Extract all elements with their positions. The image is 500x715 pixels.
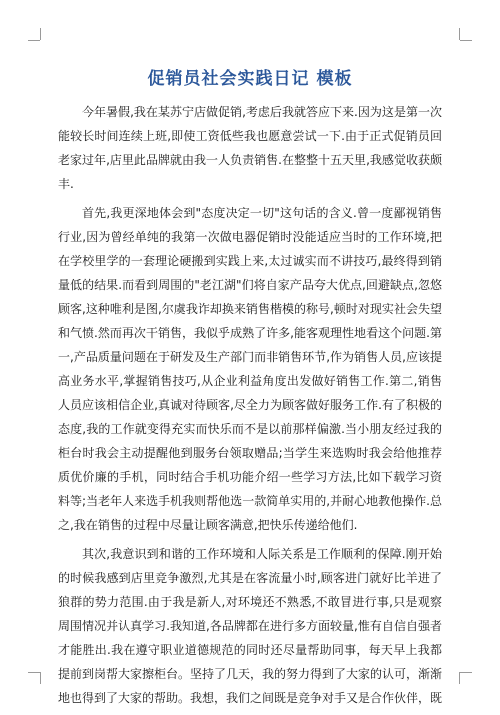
crop-mark-top-left-v [40, 28, 41, 40]
paragraph-attitude: 首先,我更深地体会到"态度决定一切"这句话的含义.曾一度鄙视销售行业,因为曾经单纯的我第一次做电器促销时没能适应当时的工作环境,把在学校里学的一套理论硬搬到实践上来,太过诚实而不讲技巧,最终得到销量低的结果.而看到周围的"老江湖"们将自家产品夸大优点,回避缺点,忽悠顾客,这种唯利是图,尔虞我诈却换来销售楷模的称号,顿时对现实社会失望和气愤.然而再次干销售，我似乎成熟了许多,能客观理性地看这个问题.第一,产品质量问题在于研发及生产部门而非销售环节,作为销售人员,应该提高业务水平,掌握销售技巧,从企业利益角度出发做好销售工作.第二,销售人员应该相信企业,真诚对待顾客,尽全力为顾客做好服务工作.有了积极的态度,我的工作就变得充实而快乐而不是以前那样偏激.当小朋友经过我的柜台时我会主动提醒他到服务台领取赠品;当学生来选购时我会给他推荐质优价廉的手机，同时结合手机功能介绍一些学习方法,比如下载学习资料等;当老年人来选手机我则帮他选一款简单实用的,并耐心地教他操作.总之,我在销售的过程中尽量让顾客满意,把快乐传递给他们. [58, 206, 442, 532]
crop-mark-top-left-h [28, 40, 40, 41]
crop-mark-bottom-right-h [460, 672, 472, 673]
crop-mark-bottom-right-v [459, 672, 460, 684]
paragraph-intro: 今年暑假,我在某苏宁店做促销,考虑后我就答应下来.因为这是第一次能较长时间连续上班,即使工资低些我也愿意尝试一下.由于正式促销员回老家过年,店里此品牌就由我一人负责销售.在整整十五天里,我感觉收获颇丰. [58, 105, 442, 191]
crop-mark-bottom-left-h [28, 672, 40, 673]
document-body [58, 100, 442, 715]
document-title: 促销员社会实践日记 模板 [147, 69, 353, 89]
crop-mark-bottom-left-v [40, 672, 41, 684]
paragraph-environment: 其次,我意识到和谐的工作环境和人际关系是工作顺利的保障.刚开始的时候我感到店里竞争激烈,尤其是在客流量小时,顾客进门就好比羊进了狼群的势力范围.由于我是新人,对环境还不熟悉,不敢冒进行事,只是观察周围情况并认真学习.我知道,各品牌都在进行多方面较量,惟有自信自强者才能胜出.我在遵守职业道德规范的同时还尽量帮助同事，每天早上我都提前到岗帮大家擦柜台。坚持了几天，我的努力得到了大家的认可，渐渐地也得到了大家的帮助。我想，我们之间既是竞争对手又是合作伙伴，既 [58, 547, 443, 705]
crop-mark-top-right-v [459, 28, 460, 40]
crop-mark-top-right-h [460, 40, 472, 41]
